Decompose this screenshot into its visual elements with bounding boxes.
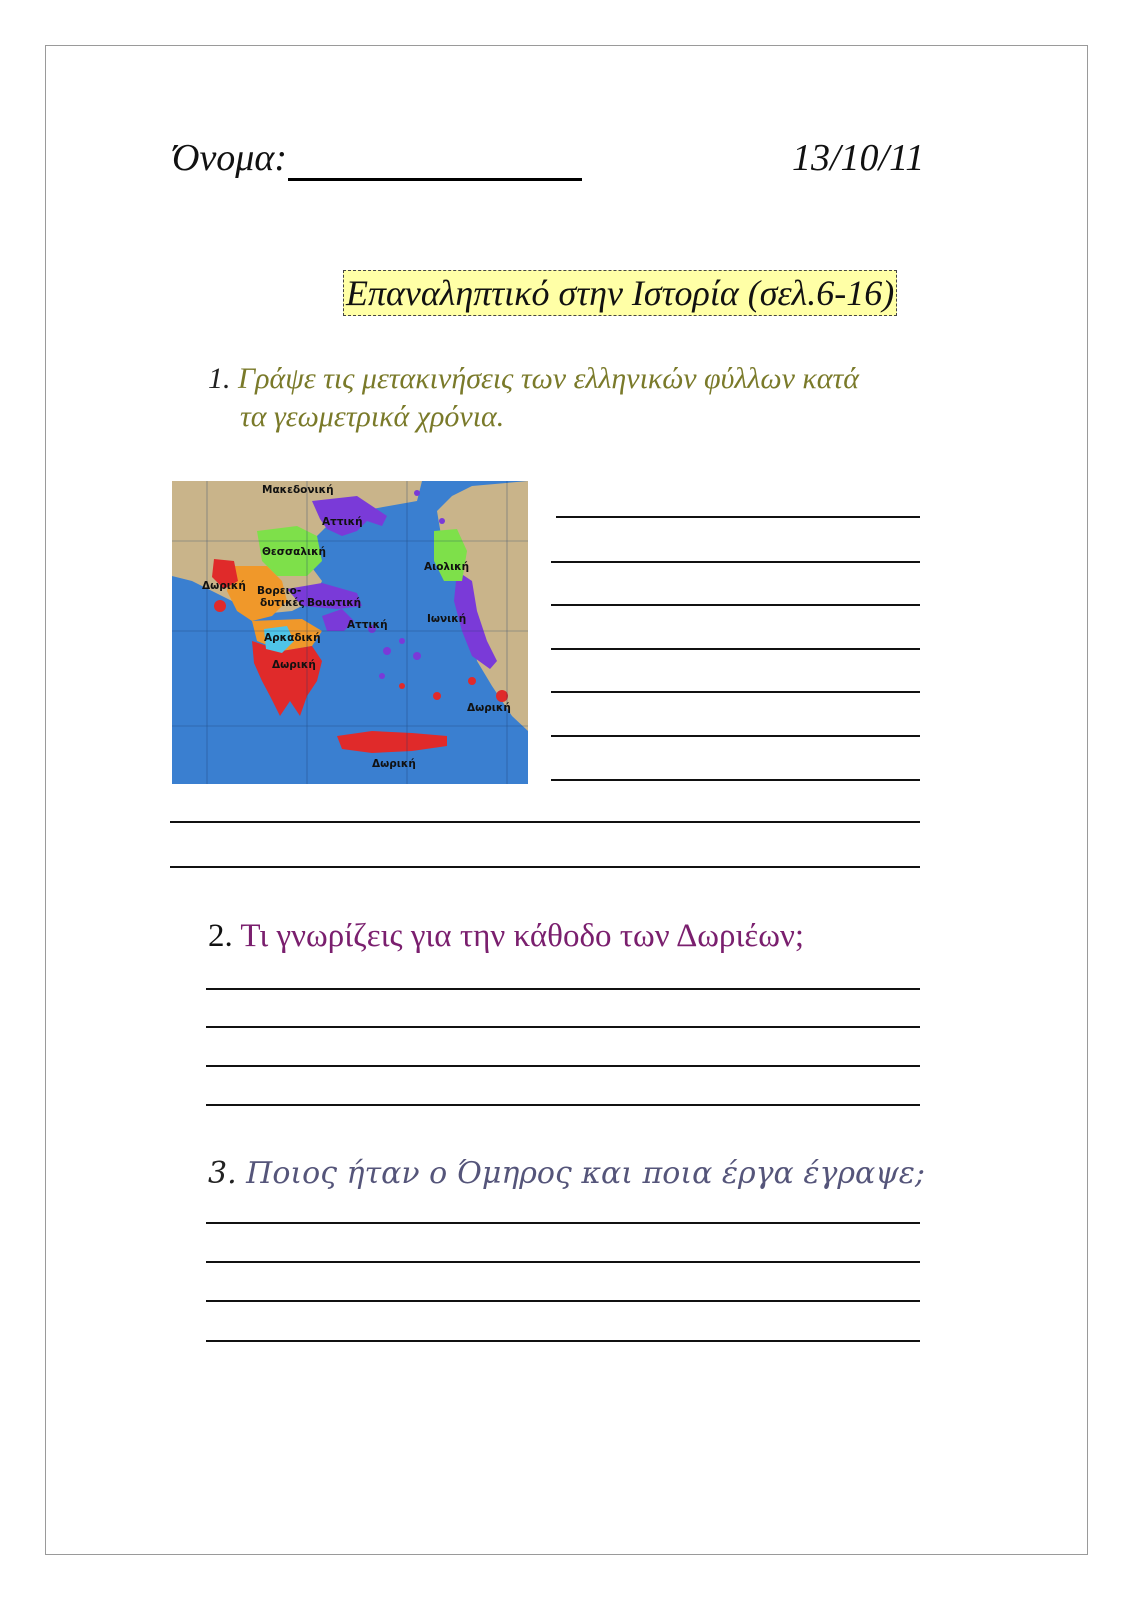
question-1-text-continued: τα γεωμετρικά χρόνια. xyxy=(240,400,505,433)
map-island xyxy=(214,600,226,612)
date: 13/10/11 xyxy=(792,137,925,179)
answer-line-q2-1[interactable] xyxy=(206,988,920,990)
question-2-text: Τι γνωρίζεις για την κάθοδο των Δωριέων; xyxy=(240,918,805,954)
question-3 xyxy=(208,1156,925,1191)
map-island xyxy=(468,677,476,685)
map-label-attic: Αττική xyxy=(347,619,388,631)
answer-line-q3-3[interactable] xyxy=(206,1300,920,1302)
map-label-boeotian: Βοιωτική xyxy=(307,597,362,609)
question-2 xyxy=(208,918,804,955)
question-2-number: 2. xyxy=(208,918,233,954)
map-label-northwest-2: δυτικές xyxy=(260,597,305,609)
map-island xyxy=(413,652,421,660)
map-island xyxy=(399,683,405,689)
map-label-dorian-crete: Δωρική xyxy=(372,758,416,770)
map-island xyxy=(496,690,508,702)
question-3-text: Ποιος ήταν ο Όμηρος και ποια έργα έγραψε; xyxy=(246,1156,926,1191)
map-label-aeolian: Αιολική xyxy=(424,561,470,573)
answer-line-q1-9[interactable] xyxy=(170,866,920,868)
name-blank-line[interactable] xyxy=(288,178,582,181)
map-island xyxy=(414,490,420,496)
answer-line-q1-1[interactable] xyxy=(556,516,920,518)
question-1 xyxy=(208,360,859,436)
answer-line-q1-7[interactable] xyxy=(551,779,920,781)
answer-line-q3-4[interactable] xyxy=(206,1340,920,1342)
answer-line-q1-3[interactable] xyxy=(551,604,920,606)
map-island xyxy=(439,518,445,524)
answer-line-q1-6[interactable] xyxy=(551,735,920,737)
name-label: Όνομα: xyxy=(172,137,287,179)
answer-line-q2-3[interactable] xyxy=(206,1065,920,1067)
map-label-ionian: Ιωνική xyxy=(427,613,467,625)
question-1-number: 1. xyxy=(208,362,231,395)
map-label-dorian-east: Δωρική xyxy=(467,702,511,714)
map-label-northwest-1: Βορειο- xyxy=(257,585,302,597)
map-label-arcadian: Αρκαδική xyxy=(264,632,321,644)
map-image xyxy=(172,481,528,784)
map-label-attic-north: Αττική xyxy=(322,516,363,528)
map-island xyxy=(379,673,385,679)
answer-line-q3-1[interactable] xyxy=(206,1222,920,1224)
map-island xyxy=(383,647,391,655)
answer-line-q2-4[interactable] xyxy=(206,1104,920,1106)
answer-line-q1-4[interactable] xyxy=(551,648,920,650)
answer-line-q1-2[interactable] xyxy=(551,561,920,563)
question-1-text: Γράψε τις μετακινήσεις των ελληνικών φύλλων κατά xyxy=(238,362,860,395)
question-3-number: 3. xyxy=(208,1156,237,1191)
answer-line-q1-8[interactable] xyxy=(170,821,920,823)
map-label-thessalian: Θεσσαλική xyxy=(262,546,327,558)
map-label-dorian-west: Δωρική xyxy=(202,580,246,592)
map-label-macedonian: Μακεδονική xyxy=(262,484,334,496)
map-island xyxy=(433,692,441,700)
answer-line-q2-2[interactable] xyxy=(206,1026,920,1028)
answer-line-q1-5[interactable] xyxy=(551,691,920,693)
worksheet-title: Επαναληπτικό στην Ιστορία (σελ.6-16) xyxy=(343,270,897,316)
map-label-dorian-peloponnese: Δωρική xyxy=(272,659,316,671)
map-island xyxy=(399,638,405,644)
answer-line-q3-2[interactable] xyxy=(206,1261,920,1263)
